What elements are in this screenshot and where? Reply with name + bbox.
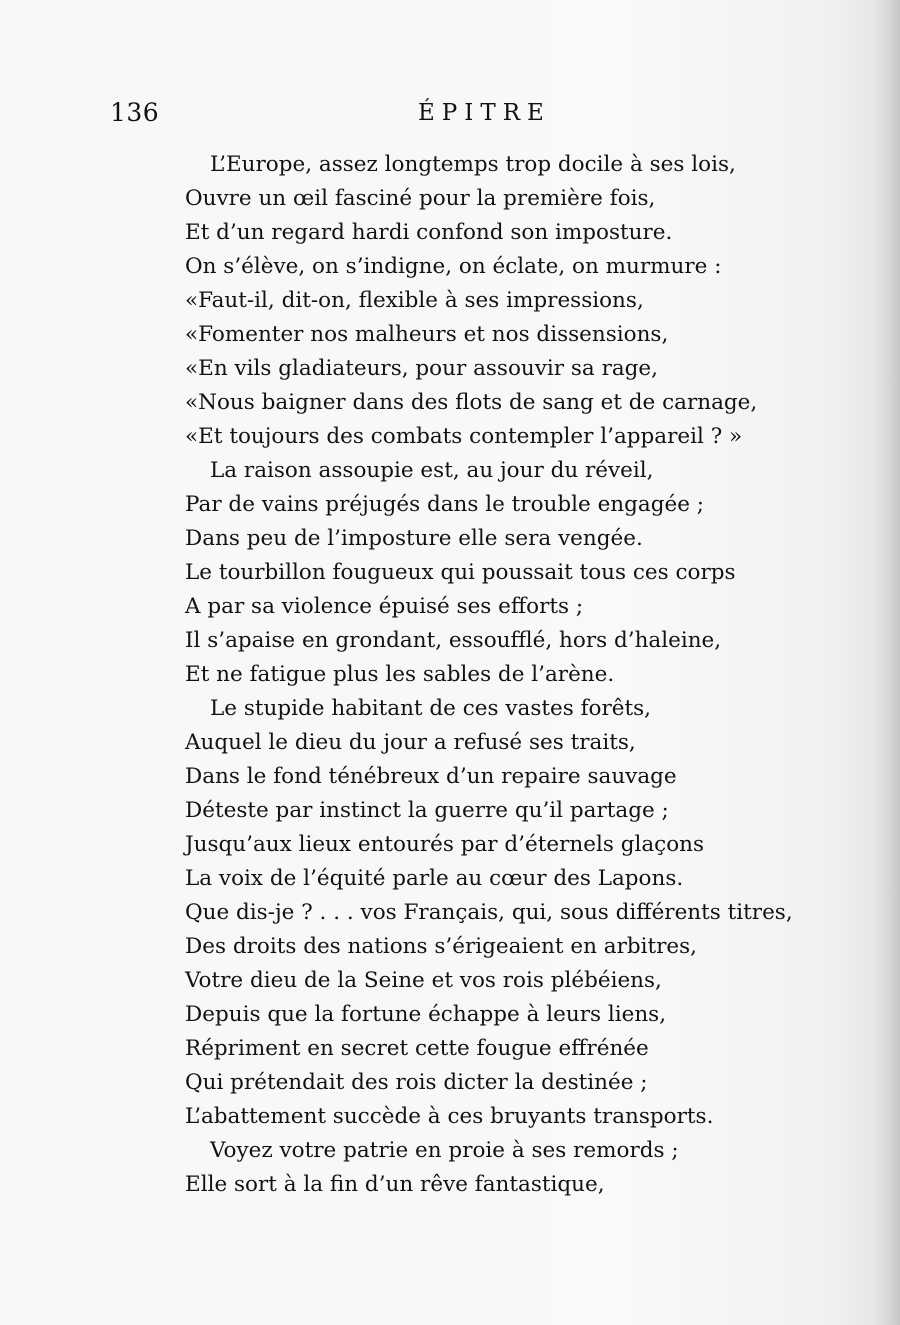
verse-line: Voyez votre patrie en proie à ses remords ; bbox=[210, 1138, 679, 1163]
verse-line: Et ne fatigue plus les sables de l’arène. bbox=[185, 662, 615, 687]
verse-line: «Fomenter nos malheurs et nos dissensions, bbox=[185, 322, 669, 347]
verse-line: L’Europe, assez longtemps trop docile à ses lois, bbox=[210, 152, 736, 177]
verse-line: Votre dieu de la Seine et vos rois plébéiens, bbox=[185, 968, 662, 993]
verse-line: «En vils gladiateurs, pour assouvir sa rage, bbox=[185, 356, 658, 381]
verse-line: Ouvre un œil fasciné pour la première fois, bbox=[185, 186, 656, 211]
poem-body bbox=[185, 148, 825, 1202]
verse-line: Jusqu’aux lieux entourés par d’éternels glaçons bbox=[185, 832, 705, 857]
verse-line: Le stupide habitant de ces vastes forêts, bbox=[210, 696, 651, 721]
verse-line: Des droits des nations s’érigeaient en arbitres, bbox=[185, 934, 698, 959]
verse-line: Par de vains préjugés dans le trouble engagée ; bbox=[185, 492, 705, 517]
verse-line: Depuis que la fortune échappe à leurs liens, bbox=[185, 1002, 667, 1027]
verse-line: La voix de l’équité parle au cœur des Lapons. bbox=[185, 866, 684, 891]
verse-line: «Et toujours des combats contempler l’appareil ? » bbox=[185, 424, 743, 449]
verse-line: Qui prétendait des rois dicter la destinée ; bbox=[185, 1070, 648, 1095]
verse-line: A par sa violence épuisé ses efforts ; bbox=[185, 594, 584, 619]
page-gutter-shadow bbox=[872, 0, 900, 1325]
verse-line: Et d’un regard hardi confond son imposture. bbox=[185, 220, 673, 245]
page-header bbox=[0, 98, 900, 138]
verse-line: Dans peu de l’imposture elle sera vengée. bbox=[185, 526, 643, 551]
verse-line: Que dis-je ? . . . vos Français, qui, sous différents titres, bbox=[185, 900, 793, 925]
verse-line: On s’élève, on s’indigne, on éclate, on murmure : bbox=[185, 254, 722, 279]
verse-line: Elle sort à la fin d’un rêve fantastique, bbox=[185, 1172, 605, 1197]
verse-line: Il s’apaise en grondant, essoufflé, hors d’haleine, bbox=[185, 628, 722, 653]
verse-line: Répriment en secret cette fougue effrénée bbox=[185, 1036, 649, 1061]
verse-line: Le tourbillon fougueux qui poussait tous ces corps bbox=[185, 560, 736, 585]
verse-line: L’abattement succède à ces bruyants transports. bbox=[185, 1104, 714, 1129]
verse-line: «Nous baigner dans des flots de sang et de carnage, bbox=[185, 390, 758, 415]
verse-line: Auquel le dieu du jour a refusé ses traits, bbox=[185, 730, 636, 755]
verse-line: Dans le fond ténébreux d’un repaire sauvage bbox=[185, 764, 677, 789]
verse-line: La raison assoupie est, au jour du réveil, bbox=[210, 458, 654, 483]
running-head: ÉPITRE bbox=[418, 100, 551, 126]
verse-line: «Faut-il, dit-on, flexible à ses impressions, bbox=[185, 288, 644, 313]
verse-line: Déteste par instinct la guerre qu’il partage ; bbox=[185, 798, 669, 823]
page-number: 136 bbox=[110, 98, 160, 127]
